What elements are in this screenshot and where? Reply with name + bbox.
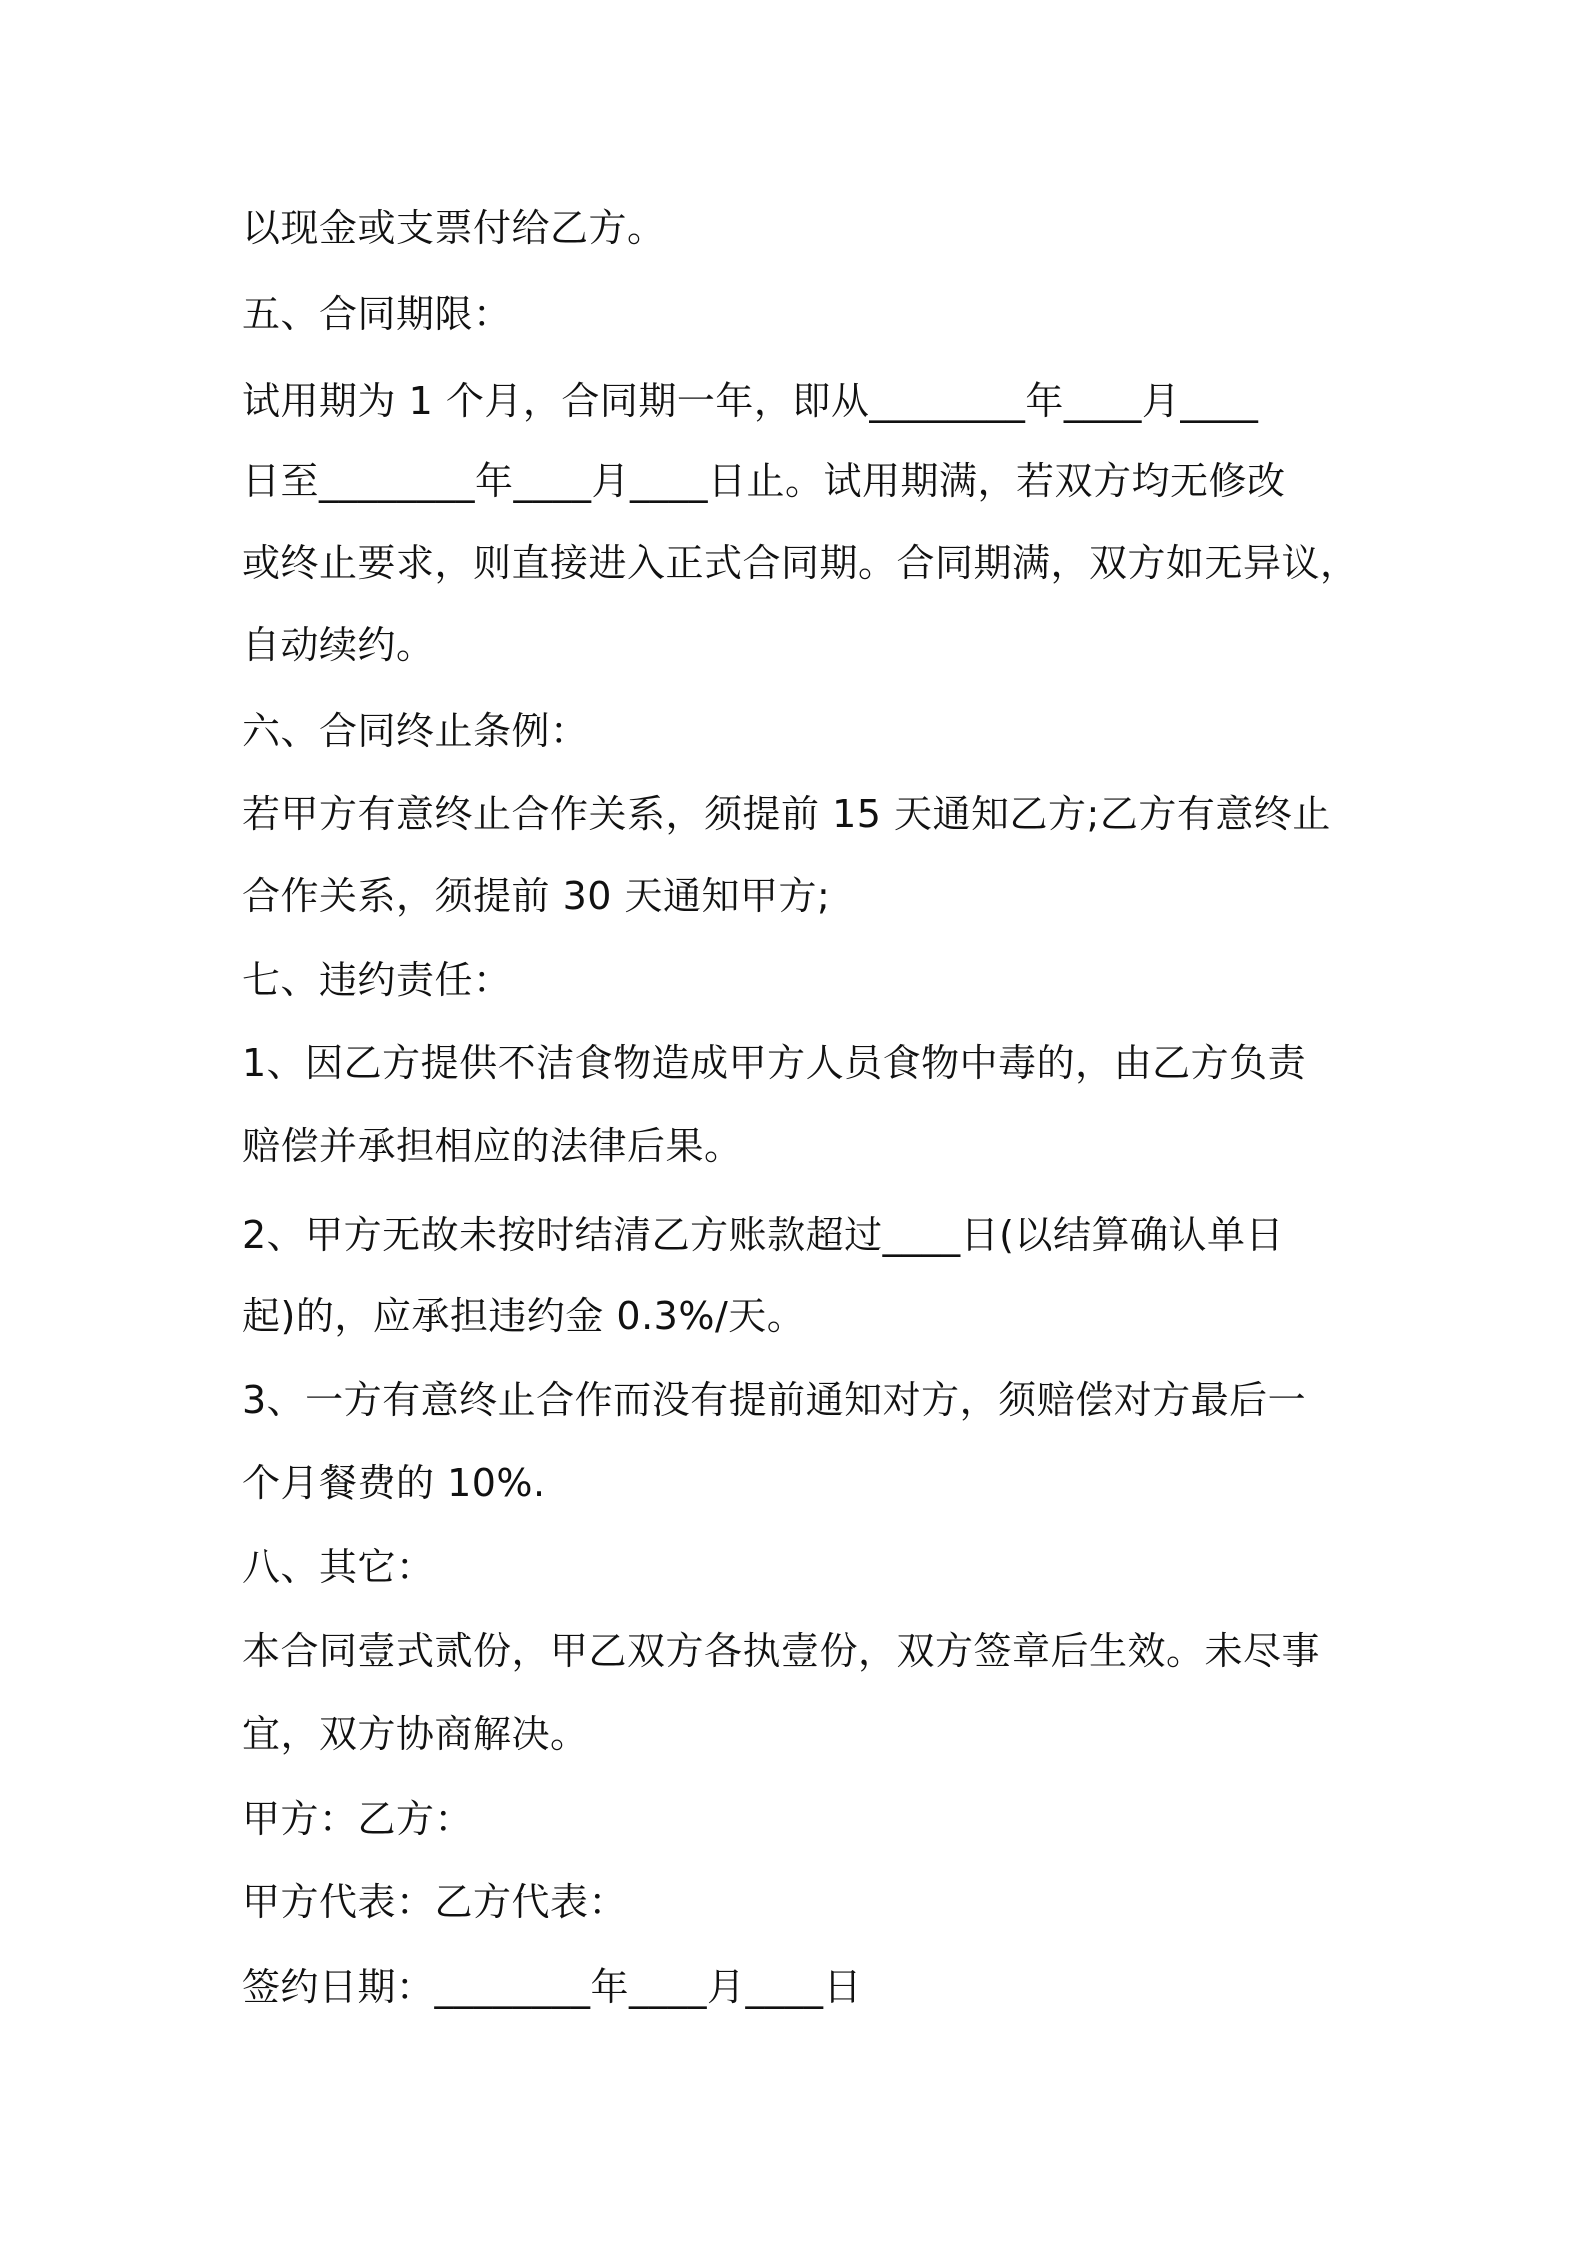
text-line: 若甲方有意终止合作关系，须提前 15 天通知乙方;乙方有意终止 [242, 792, 1331, 836]
text-line: 合作关系，须提前 30 天通知甲方; [242, 874, 831, 918]
section-heading-term: 五、合同期限： [242, 292, 512, 336]
text-line: 本合同壹式贰份，甲乙双方各执壹份，双方签章后生效。未尽事 [242, 1629, 1321, 1673]
text-line: 日至________年____月____日止。试用期满，若双方均无修改 [242, 459, 1286, 503]
text-line: 自动续约。 [242, 623, 435, 667]
text-line: 赔偿并承担相应的法律后果。 [242, 1124, 743, 1168]
text-line: 试用期为 1 个月，合同期一年，即从________年____月____ [242, 379, 1259, 423]
text-line: 2、甲方无故未按时结清乙方账款超过____日(以结算确认单日 [242, 1213, 1285, 1257]
text-line: 以现金或支票付给乙方。 [242, 206, 666, 250]
text-line: 起)的，应承担违约金 0.3%/天。 [242, 1294, 806, 1338]
text-line: 宜，双方协商解决。 [242, 1712, 589, 1756]
party-line: 甲方：乙方： [242, 1797, 474, 1841]
representative-line: 甲方代表：乙方代表： [242, 1880, 628, 1924]
text-line: 或终止要求，则直接进入正式合同期。合同期满，双方如无异议， [242, 541, 1359, 585]
section-heading-liability: 七、违约责任： [242, 958, 512, 1002]
text-line: 3、一方有意终止合作而没有提前通知对方，须赔偿对方最后一 [242, 1378, 1307, 1422]
section-heading-termination: 六、合同终止条例： [242, 709, 589, 753]
text-line: 1、因乙方提供不洁食物造成甲方人员食物中毒的，由乙方负责 [242, 1041, 1307, 1085]
section-heading-other: 八、其它： [242, 1545, 435, 1589]
text-line: 个月餐费的 10%. [242, 1461, 546, 1505]
signing-date-line: 签约日期：________年____月____日 [242, 1965, 863, 2009]
